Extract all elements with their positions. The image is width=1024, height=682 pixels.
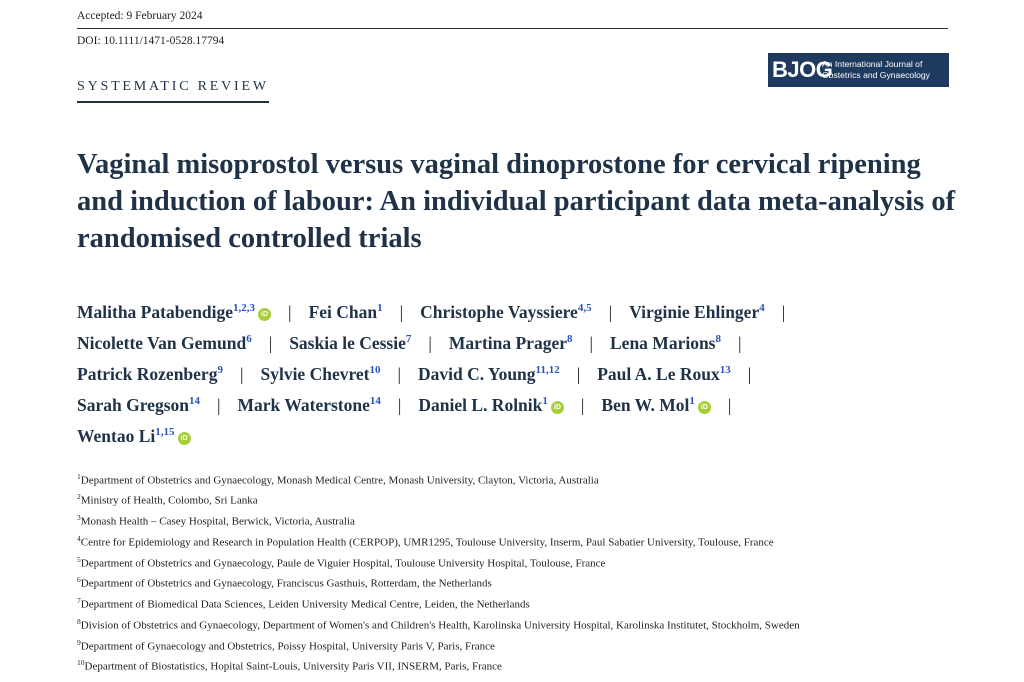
author[interactable]: Daniel L. Rolnik$^1$ [418, 395, 548, 415]
journal-logo-text: An International Journal of Obstetrics and Gynaecology [822, 59, 930, 80]
author-separator: | [397, 395, 402, 415]
author-separator: | [268, 333, 273, 353]
author-line [77, 333, 957, 354]
author-separator: | [239, 364, 244, 384]
article-title: Vaginal misoprostol versus vaginal dinoprostone for cervical ripening and induction of labour: An individual participant data meta-analysis of randomised controlled trials [77, 149, 956, 254]
author[interactable]: Patrick Rozenberg$^9$ [77, 364, 223, 384]
author-separator: | [608, 302, 613, 322]
affiliation: $^2$Ministry of Health, Colombo, Sri Lanka [77, 492, 258, 507]
author[interactable]: Mark Waterstone$^{14}$ [237, 395, 381, 415]
affiliation: $^4$Centre for Epidemiology and Research in Population Health (CERPOP), UMR1295, Toulouse University, Inserm, Paul Sabatier University, Toulouse, France [77, 534, 774, 549]
author-separator: | [781, 302, 786, 322]
affiliation: $^9$Department of Gynaecology and Obstetrics, Poissy Hospital, University Paris V, Paris, France [77, 638, 495, 653]
author[interactable]: Paul A. Le Roux$^{13}$ [597, 364, 731, 384]
affiliation: $^6$Department of Obstetrics and Gynaecology, Franciscus Gasthuis, Rotterdam, the Netherlands [77, 575, 492, 590]
author[interactable]: Virginie Ehlinger$^4$ [629, 302, 765, 322]
doi[interactable]: DOI: 10.1111/1471-0528.17794 [77, 35, 225, 47]
author-separator: | [397, 364, 402, 384]
affiliation: $^7$Department of Biomedical Data Sciences, Leiden University Medical Centre, Leiden, the Netherlands [77, 596, 530, 611]
author[interactable]: Martina Prager$^8$ [448, 333, 573, 353]
accepted-date: Accepted: 9 February 2024 [77, 10, 203, 22]
author-separator: | [576, 364, 581, 384]
author[interactable]: Fei Chan$^1$ [308, 302, 383, 322]
author-separator: | [216, 395, 221, 415]
author[interactable]: Christophe Vayssiere$^{4,5}$ [420, 302, 592, 322]
author-separator: | [428, 333, 432, 353]
author-line [77, 426, 957, 447]
author-separator: | [399, 302, 404, 322]
author[interactable]: Saskia le Cessie$^7$ [289, 333, 412, 353]
affiliation: $^3$Monash Health – Casey Hospital, Berwick, Victoria, Australia [77, 513, 355, 528]
journal-logo-mark: BJOG [772, 57, 833, 82]
journal-logo[interactable] [768, 53, 949, 87]
header-rule [77, 28, 948, 29]
author[interactable]: Sarah Gregson$^{14}$ [77, 395, 200, 415]
author-line [77, 302, 957, 323]
author-separator: | [288, 302, 292, 322]
orcid-icon[interactable]: iD [551, 401, 564, 414]
author-line [77, 395, 957, 416]
orcid-icon[interactable]: iD [258, 308, 271, 321]
author-separator: | [580, 395, 585, 415]
author-separator: | [738, 333, 742, 353]
author[interactable]: David C. Young$^{11,12}$ [418, 364, 560, 384]
author[interactable]: Nicolette Van Gemund$^6$ [77, 333, 252, 353]
orcid-icon[interactable]: iD [698, 401, 711, 414]
author[interactable]: Lena Marions$^8$ [610, 333, 721, 353]
affiliation: $^5$Department of Obstetrics and Gynaecology, Paule de Viguier Hospital, Toulouse University Hospital, Toulouse, France [77, 555, 606, 570]
affiliation: $^{10}$Department of Biostatistics, Hopital Saint-Louis, University Paris VII, INSERM, Paris, France [77, 658, 502, 673]
author[interactable]: Sylvie Chevret$^{10}$ [260, 364, 381, 384]
author[interactable]: Wentao Li$^{1,15}$ [77, 426, 175, 446]
section-label: SYSTEMATIC REVIEW [77, 79, 269, 103]
author[interactable]: Malitha Patabendige$^{1,2,3}$ [77, 302, 256, 322]
affiliation: $^8$Division of Obstetrics and Gynaecology, Department of Women's and Children's Health, Karolinska University Hospital, Karolinska Institutet, Stockholm, Sweden [77, 617, 800, 632]
author-separator: | [747, 364, 752, 384]
affiliation: $^1$Department of Obstetrics and Gynaecology, Monash Medical Centre, Monash University, Clayton, Victoria, Australia [77, 472, 599, 487]
author-separator: | [727, 395, 732, 415]
orcid-icon[interactable]: iD [178, 432, 191, 445]
author[interactable]: Ben W. Mol$^1$ [601, 395, 695, 415]
author-separator: | [589, 333, 593, 353]
author-line [77, 364, 957, 385]
